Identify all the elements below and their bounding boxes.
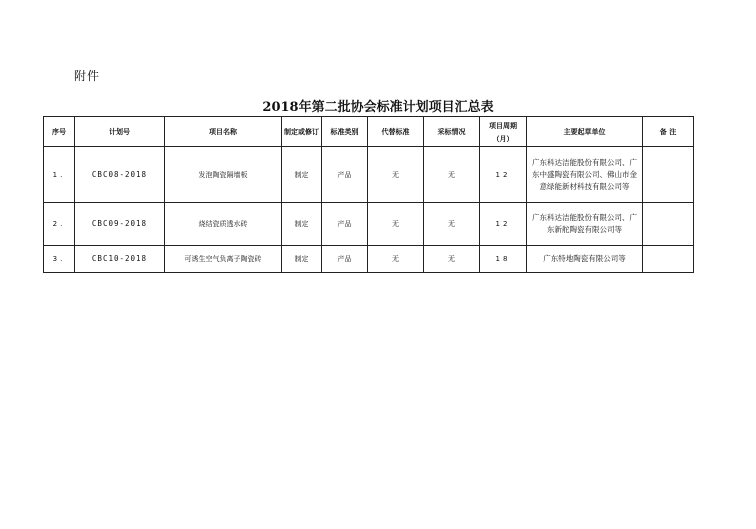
header-remarks: 备 注 [643,117,694,147]
cell-seq: 1. [44,147,75,203]
standards-plan-table [43,116,694,273]
cell-project-name: 烧结瓷质透水砖 [165,203,282,246]
header-std-category: 标准类别 [322,117,368,147]
cell-period: 12 [480,147,527,203]
cell-project-name: 可诱生空气负离子陶瓷砖 [165,246,282,273]
table-header-row [44,117,694,147]
cell-plan-no: CBC09-2018 [75,203,165,246]
page-title: 2018年第二批协会标准计划项目汇总表 [262,100,494,115]
cell-adopt-status: 无 [424,147,480,203]
table-row [44,147,694,203]
cell-remarks [643,147,694,203]
cell-seq: 3. [44,246,75,273]
header-period: 项目周期（月） [480,117,527,147]
cell-replace-std: 无 [368,246,424,273]
header-seq: 序号 [44,117,75,147]
attachment-label: 附件 [74,69,101,83]
cell-replace-std: 无 [368,203,424,246]
cell-std-category: 产品 [322,147,368,203]
cell-plan-no: CBC08-2018 [75,147,165,203]
table-row [44,203,694,246]
header-make-revise: 制定或修订 [282,117,322,147]
cell-period: 12 [480,203,527,246]
cell-make-revise: 制定 [282,147,322,203]
header-project-name: 项目名称 [165,117,282,147]
header-adopt-status: 采标情况 [424,117,480,147]
cell-plan-no: CBC10-2018 [75,246,165,273]
cell-drafting-units: 广东科达洁能股份有限公司、广东新舵陶瓷有限公司等 [527,203,643,246]
cell-replace-std: 无 [368,147,424,203]
cell-std-category: 产品 [322,246,368,273]
cell-make-revise: 制定 [282,203,322,246]
table-row [44,246,694,273]
cell-remarks [643,203,694,246]
header-plan-no: 计划号 [75,117,165,147]
cell-adopt-status: 无 [424,203,480,246]
cell-drafting-units: 广东特地陶瓷有限公司等 [527,246,643,273]
cell-std-category: 产品 [322,203,368,246]
cell-remarks [643,246,694,273]
cell-project-name: 发泡陶瓷隔墙板 [165,147,282,203]
header-drafting-units: 主要起草单位 [527,117,643,147]
cell-make-revise: 制定 [282,246,322,273]
cell-seq: 2. [44,203,75,246]
header-replace-std: 代替标准 [368,117,424,147]
cell-drafting-units: 广东科达洁能股份有限公司、广东中盛陶瓷有限公司、佛山市金意绿能新材科技有限公司等 [527,147,643,203]
cell-adopt-status: 无 [424,246,480,273]
cell-period: 18 [480,246,527,273]
